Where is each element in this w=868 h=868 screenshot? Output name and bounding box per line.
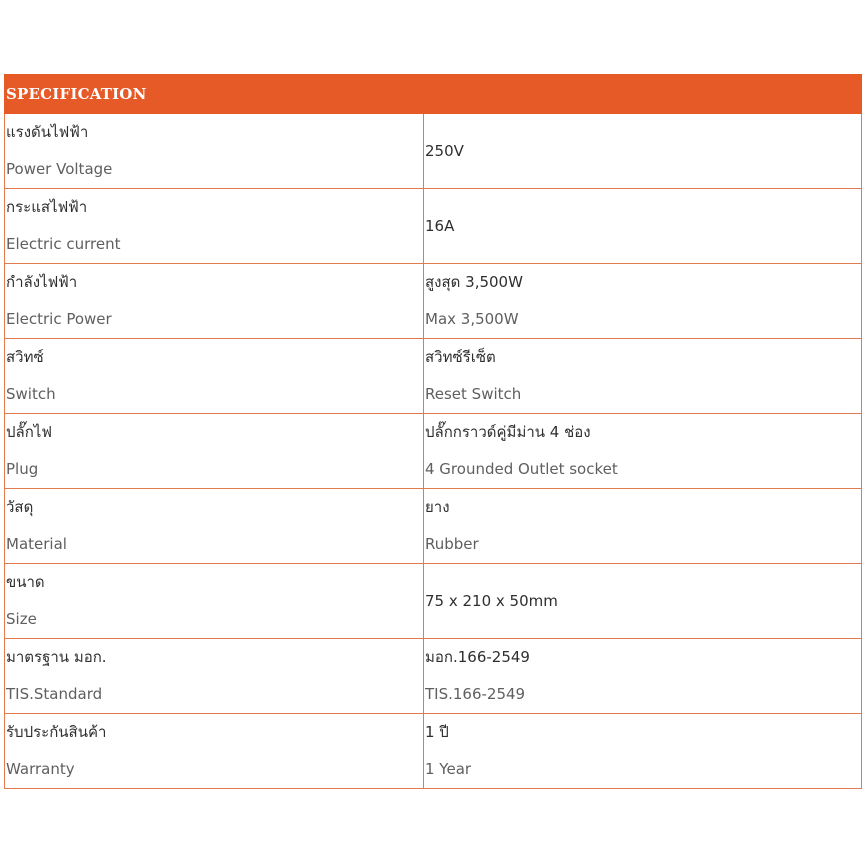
spec-value: 75 x 210 x 50mm bbox=[425, 591, 558, 610]
spec-row-electric-current bbox=[5, 189, 862, 264]
spec-label-english: Material bbox=[6, 535, 67, 553]
spec-row-plug bbox=[5, 414, 862, 489]
spec-row-switch bbox=[5, 339, 862, 414]
spec-label-thai: ขนาด bbox=[6, 573, 45, 591]
spec-label-cell bbox=[5, 714, 424, 789]
spec-value-thai: สวิทซ์รีเซ็ต bbox=[425, 348, 496, 366]
spec-label-cell bbox=[5, 639, 424, 714]
spec-value-english: 4 Grounded Outlet socket bbox=[425, 460, 618, 478]
spec-label-cell bbox=[5, 489, 424, 564]
spec-label-thai: แรงดันไฟฟ้า bbox=[6, 123, 89, 141]
spec-label-cell bbox=[5, 114, 424, 189]
spec-label-english: Power Voltage bbox=[6, 160, 113, 178]
spec-value-cell bbox=[424, 189, 862, 264]
spec-value-cell bbox=[424, 639, 862, 714]
spec-label-cell bbox=[5, 189, 424, 264]
spec-label-thai: สวิทซ์ bbox=[6, 348, 44, 366]
spec-value-thai: สูงสุด 3,500W bbox=[425, 273, 523, 291]
spec-label-thai: ปลั๊กไฟ bbox=[6, 423, 52, 441]
specification-title: SPECIFICATION bbox=[5, 75, 862, 114]
spec-value-thai: ปลั๊กกราวด์คู่มีม่าน 4 ช่อง bbox=[425, 423, 591, 441]
spec-row-power-voltage bbox=[5, 114, 862, 189]
spec-value-cell bbox=[424, 564, 862, 639]
spec-label-cell bbox=[5, 339, 424, 414]
spec-value: 16A bbox=[425, 216, 455, 235]
spec-value: 250V bbox=[425, 141, 464, 160]
spec-value-cell bbox=[424, 339, 862, 414]
spec-label-english: Size bbox=[6, 610, 37, 628]
spec-value-cell bbox=[424, 414, 862, 489]
spec-value-thai: ยาง bbox=[425, 498, 450, 516]
spec-label-cell bbox=[5, 564, 424, 639]
spec-label-thai: วัสดุ bbox=[6, 498, 34, 516]
spec-row-material bbox=[5, 489, 862, 564]
spec-label-english: Plug bbox=[6, 460, 39, 478]
spec-value-cell bbox=[424, 714, 862, 789]
spec-value-thai: มอก.166-2549 bbox=[425, 648, 530, 666]
spec-label-thai: รับประกันสินค้า bbox=[6, 723, 107, 741]
spec-label-english: Electric current bbox=[6, 235, 121, 253]
spec-value-english: Rubber bbox=[425, 535, 479, 553]
spec-value-english: Max 3,500W bbox=[425, 310, 519, 328]
spec-row-warranty bbox=[5, 714, 862, 789]
spec-label-thai: มาตรฐาน มอก. bbox=[6, 648, 107, 666]
spec-label-english: Warranty bbox=[6, 760, 75, 778]
spec-value-thai: 1 ปี bbox=[425, 723, 449, 741]
spec-label-english: Electric Power bbox=[6, 310, 112, 328]
spec-label-cell bbox=[5, 414, 424, 489]
spec-row-tis-standard bbox=[5, 639, 862, 714]
specification-table bbox=[4, 74, 862, 789]
spec-label-thai: กระแสไฟฟ้า bbox=[6, 198, 88, 216]
spec-row-size bbox=[5, 564, 862, 639]
spec-row-electric-power bbox=[5, 264, 862, 339]
spec-label-english: Switch bbox=[6, 385, 56, 403]
spec-label-thai: กำลังไฟฟ้า bbox=[6, 273, 78, 291]
spec-label-cell bbox=[5, 264, 424, 339]
spec-value-english: TIS.166-2549 bbox=[425, 685, 526, 703]
spec-value-cell bbox=[424, 489, 862, 564]
spec-value-cell bbox=[424, 114, 862, 189]
spec-value-english: 1 Year bbox=[425, 760, 472, 778]
specification-header-row bbox=[5, 75, 862, 114]
spec-value-cell bbox=[424, 264, 862, 339]
spec-label-english: TIS.Standard bbox=[6, 685, 103, 703]
spec-value-english: Reset Switch bbox=[425, 385, 522, 403]
